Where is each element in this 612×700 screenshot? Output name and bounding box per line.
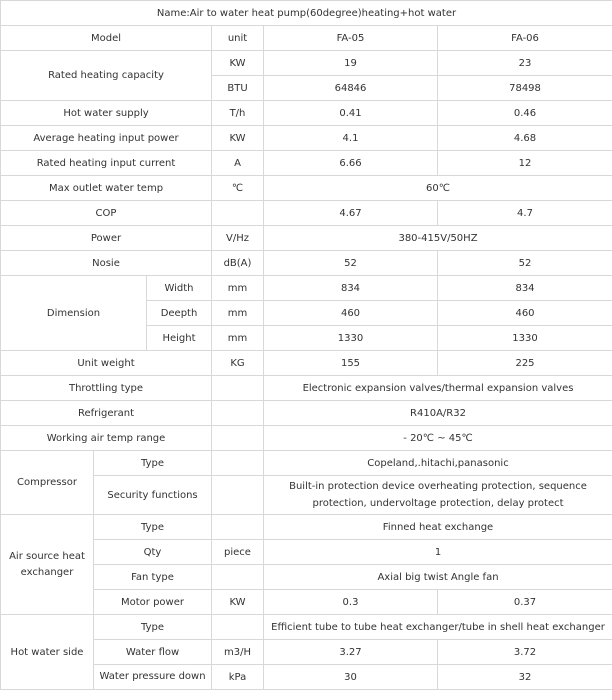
cell-value: 0.41 xyxy=(264,101,438,126)
cell-value-merged: Finned heat exchange xyxy=(264,515,612,540)
sub-label: Width xyxy=(147,276,212,301)
table-row xyxy=(1,101,612,126)
cell-unit xyxy=(212,515,264,540)
cell-value: 155 xyxy=(264,351,438,376)
cell-unit: V/Hz xyxy=(212,226,264,251)
cell-unit xyxy=(212,476,264,515)
cell-unit: m3/H xyxy=(212,640,264,665)
group-label-air-source: Air source heat exchanger xyxy=(1,515,94,615)
cell-value: 834 xyxy=(264,276,438,301)
cell-value-merged: Axial big twist Angle fan xyxy=(264,565,612,590)
cell-value: 78498 xyxy=(438,76,612,101)
header-row xyxy=(1,26,612,51)
cell-value-merged: 380-415V/50HZ xyxy=(264,226,612,251)
row-label: Nosie xyxy=(1,251,212,276)
title-row xyxy=(1,1,612,26)
cell-value: 64846 xyxy=(264,76,438,101)
table-row xyxy=(1,176,612,201)
cell-unit: dB(A) xyxy=(212,251,264,276)
row-label: Max outlet water temp xyxy=(1,176,212,201)
sub-label: Type xyxy=(94,515,212,540)
cell-unit: mm xyxy=(212,276,264,301)
cell-unit: BTU xyxy=(212,76,264,101)
cell-value: 4.1 xyxy=(264,126,438,151)
cell-value: 23 xyxy=(438,51,612,76)
row-label-capacity: Rated heating capacity xyxy=(1,51,212,101)
table-row xyxy=(1,201,612,226)
table-title: Name:Air to water heat pump(60degree)heating+hot water xyxy=(1,1,612,26)
cell-value: 19 xyxy=(264,51,438,76)
cell-value: 0.37 xyxy=(438,590,612,615)
cell-value-merged: 60℃ xyxy=(264,176,612,201)
table-row xyxy=(1,515,612,540)
cell-value: 4.68 xyxy=(438,126,612,151)
header-model-1: FA-05 xyxy=(264,26,438,51)
cell-value: 32 xyxy=(438,665,612,690)
cell-value: 460 xyxy=(438,301,612,326)
cell-unit xyxy=(212,565,264,590)
cell-unit xyxy=(212,615,264,640)
sub-label: Fan type xyxy=(94,565,212,590)
cell-unit: KW xyxy=(212,51,264,76)
row-label: Hot water supply xyxy=(1,101,212,126)
row-label: Power xyxy=(1,226,212,251)
cell-value: 12 xyxy=(438,151,612,176)
cell-unit xyxy=(212,376,264,401)
table-row xyxy=(1,126,612,151)
cell-value: 834 xyxy=(438,276,612,301)
cell-value: 3.72 xyxy=(438,640,612,665)
cell-value: 0.46 xyxy=(438,101,612,126)
cell-value: 4.67 xyxy=(264,201,438,226)
group-label-compressor: Compressor xyxy=(1,451,94,515)
table-row xyxy=(1,451,612,476)
table-row xyxy=(1,226,612,251)
table-row xyxy=(1,615,612,640)
header-model: Model xyxy=(1,26,212,51)
cell-unit: KW xyxy=(212,590,264,615)
row-label: Average heating input power xyxy=(1,126,212,151)
header-unit: unit xyxy=(212,26,264,51)
sub-label: Qty xyxy=(94,540,212,565)
cell-value-merged: 1 xyxy=(264,540,612,565)
cell-unit xyxy=(212,201,264,226)
sub-label: Height xyxy=(147,326,212,351)
cell-value-merged: Electronic expansion valves/thermal expansion valves xyxy=(264,376,612,401)
cell-unit xyxy=(212,401,264,426)
sub-label: Motor power xyxy=(94,590,212,615)
cell-value: 52 xyxy=(438,251,612,276)
table-row xyxy=(1,351,612,376)
row-label: Refrigerant xyxy=(1,401,212,426)
cell-unit: ℃ xyxy=(212,176,264,201)
table-row xyxy=(1,51,612,76)
table-row xyxy=(1,376,612,401)
cell-value: 0.3 xyxy=(264,590,438,615)
cell-value-merged: - 20℃ ~ 45℃ xyxy=(264,426,612,451)
sub-label: Water flow xyxy=(94,640,212,665)
cell-value: 30 xyxy=(264,665,438,690)
row-label: Unit weight xyxy=(1,351,212,376)
group-label-hot-water-side: Hot water side xyxy=(1,615,94,690)
cell-value: 6.66 xyxy=(264,151,438,176)
cell-value: 1330 xyxy=(438,326,612,351)
cell-value-merged: R410A/R32 xyxy=(264,401,612,426)
table-row xyxy=(1,251,612,276)
cell-value-merged: Copeland,.hitachi,panasonic xyxy=(264,451,612,476)
sub-label: Water pressure down xyxy=(94,665,212,690)
cell-value: 3.27 xyxy=(264,640,438,665)
cell-unit: kPa xyxy=(212,665,264,690)
cell-value: 460 xyxy=(264,301,438,326)
row-label: Working air temp range xyxy=(1,426,212,451)
row-label: Rated heating input current xyxy=(1,151,212,176)
cell-unit: A xyxy=(212,151,264,176)
sub-label: Security functions xyxy=(94,476,212,515)
row-label: COP xyxy=(1,201,212,226)
row-label-dimension: Dimension xyxy=(1,276,147,351)
cell-unit xyxy=(212,451,264,476)
header-model-2: FA-06 xyxy=(438,26,612,51)
cell-value-merged: Built-in protection device overheating protection, sequence protection, undervoltage protection, delay protect xyxy=(264,476,612,515)
cell-value: 225 xyxy=(438,351,612,376)
cell-unit: mm xyxy=(212,326,264,351)
table-row xyxy=(1,426,612,451)
cell-value-merged: Efficient tube to tube heat exchanger/tube in shell heat exchanger xyxy=(264,615,612,640)
table-row xyxy=(1,151,612,176)
table-row xyxy=(1,276,612,301)
cell-unit: piece xyxy=(212,540,264,565)
cell-unit: mm xyxy=(212,301,264,326)
cell-unit: KG xyxy=(212,351,264,376)
cell-value: 1330 xyxy=(264,326,438,351)
row-label: Throttling type xyxy=(1,376,212,401)
cell-unit xyxy=(212,426,264,451)
cell-unit: T/h xyxy=(212,101,264,126)
table-row xyxy=(1,401,612,426)
cell-value: 4.7 xyxy=(438,201,612,226)
cell-unit: KW xyxy=(212,126,264,151)
sub-label: Type xyxy=(94,451,212,476)
cell-value: 52 xyxy=(264,251,438,276)
sub-label: Deepth xyxy=(147,301,212,326)
sub-label: Type xyxy=(94,615,212,640)
